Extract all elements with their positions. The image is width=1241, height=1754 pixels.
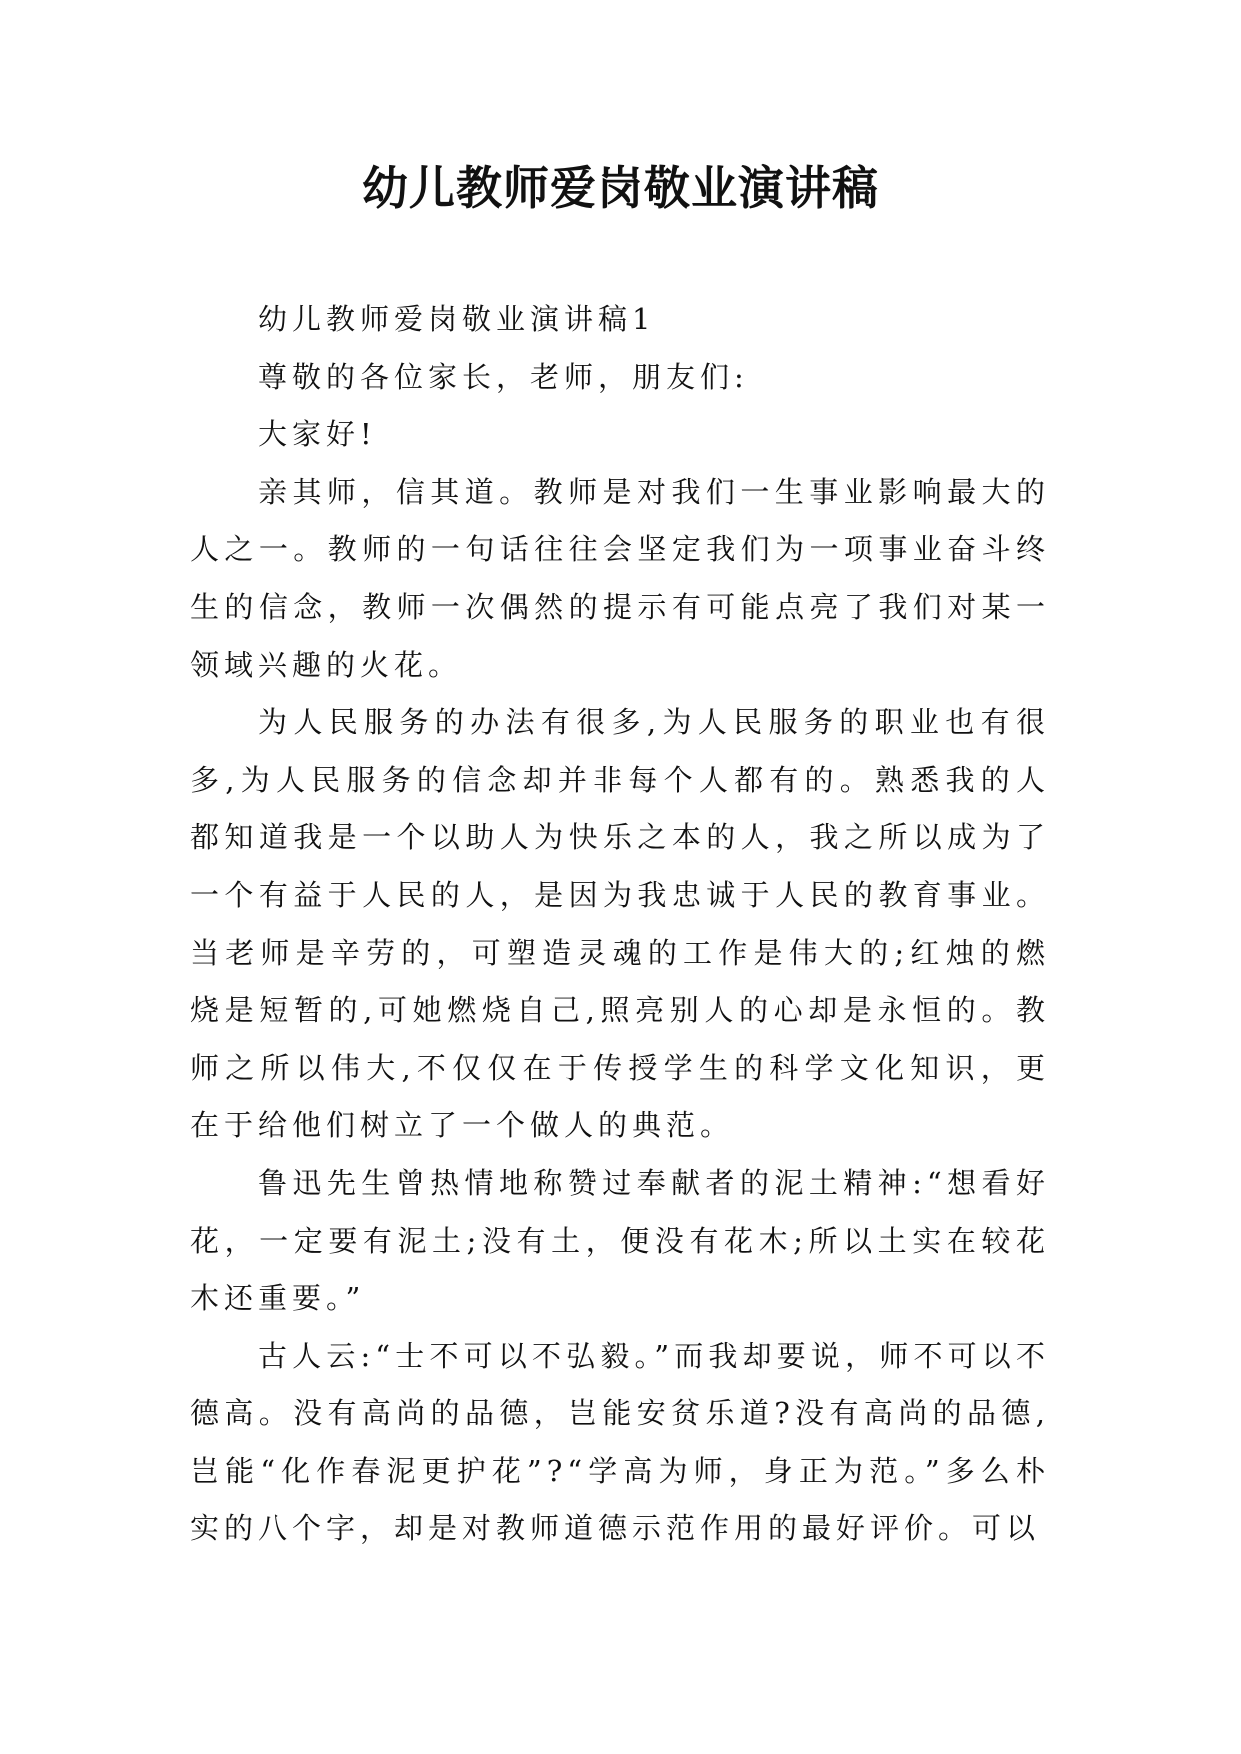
body-paragraph-heading: 幼儿教师爱岗敬业演讲稿1 — [258, 302, 656, 336]
body-paragraph: 亲其师，信其道。教师是对我们一生事业影响最大的人之一。教师的一句话往往会坚定我们为一项事业奋斗终生的信念，教师一次偶然的提示有可能点亮了我们对某一领域兴趣的火花。 — [190, 474, 1050, 682]
body-paragraph-greeting: 大家好! — [258, 417, 377, 452]
body-paragraph-salutation: 尊敬的各位家长，老师，朋友们: — [258, 359, 749, 394]
body-paragraph: 为人民服务的办法有很多,为人民服务的职业也有很多,为人民服务的信念却并非每个人都有的。熟悉我的人都知道我是一个以助人为快乐之本的人，我之所以成为了一个有益于人民的人，是因为我忠诚于人民的教育事业。当老师是辛劳的，可塑造灵魂的工作是伟大的;红烛的燃烧是短暂的,可她燃烧自己,照亮别人的心却是永恒的。教师之所以伟大,不仅仅在于传授学生的科学文化知识，更在于给他们树立了一个做人的典范。 — [190, 705, 1050, 1143]
body-paragraph: 古人云:“士不可以不弘毅。”而我却要说，师不可以不德高。没有高尚的品德，岂能安贫乐道?没有高尚的品德,岂能“化作春泥更护花”?“学高为师，身正为范。”多么朴实的八个字，却是对教师道德示范作用的最好评价。可以 — [190, 1338, 1050, 1546]
document-title: 幼儿教师爱岗敬业演讲稿 — [362, 161, 879, 215]
document-body — [190, 291, 1050, 1558]
body-paragraph: 鲁迅先生曾热情地称赞过奉献者的泥土精神:“想看好花，一定要有泥土;没有土，便没有花木;所以土实在较花木还重要。” — [190, 1165, 1050, 1316]
